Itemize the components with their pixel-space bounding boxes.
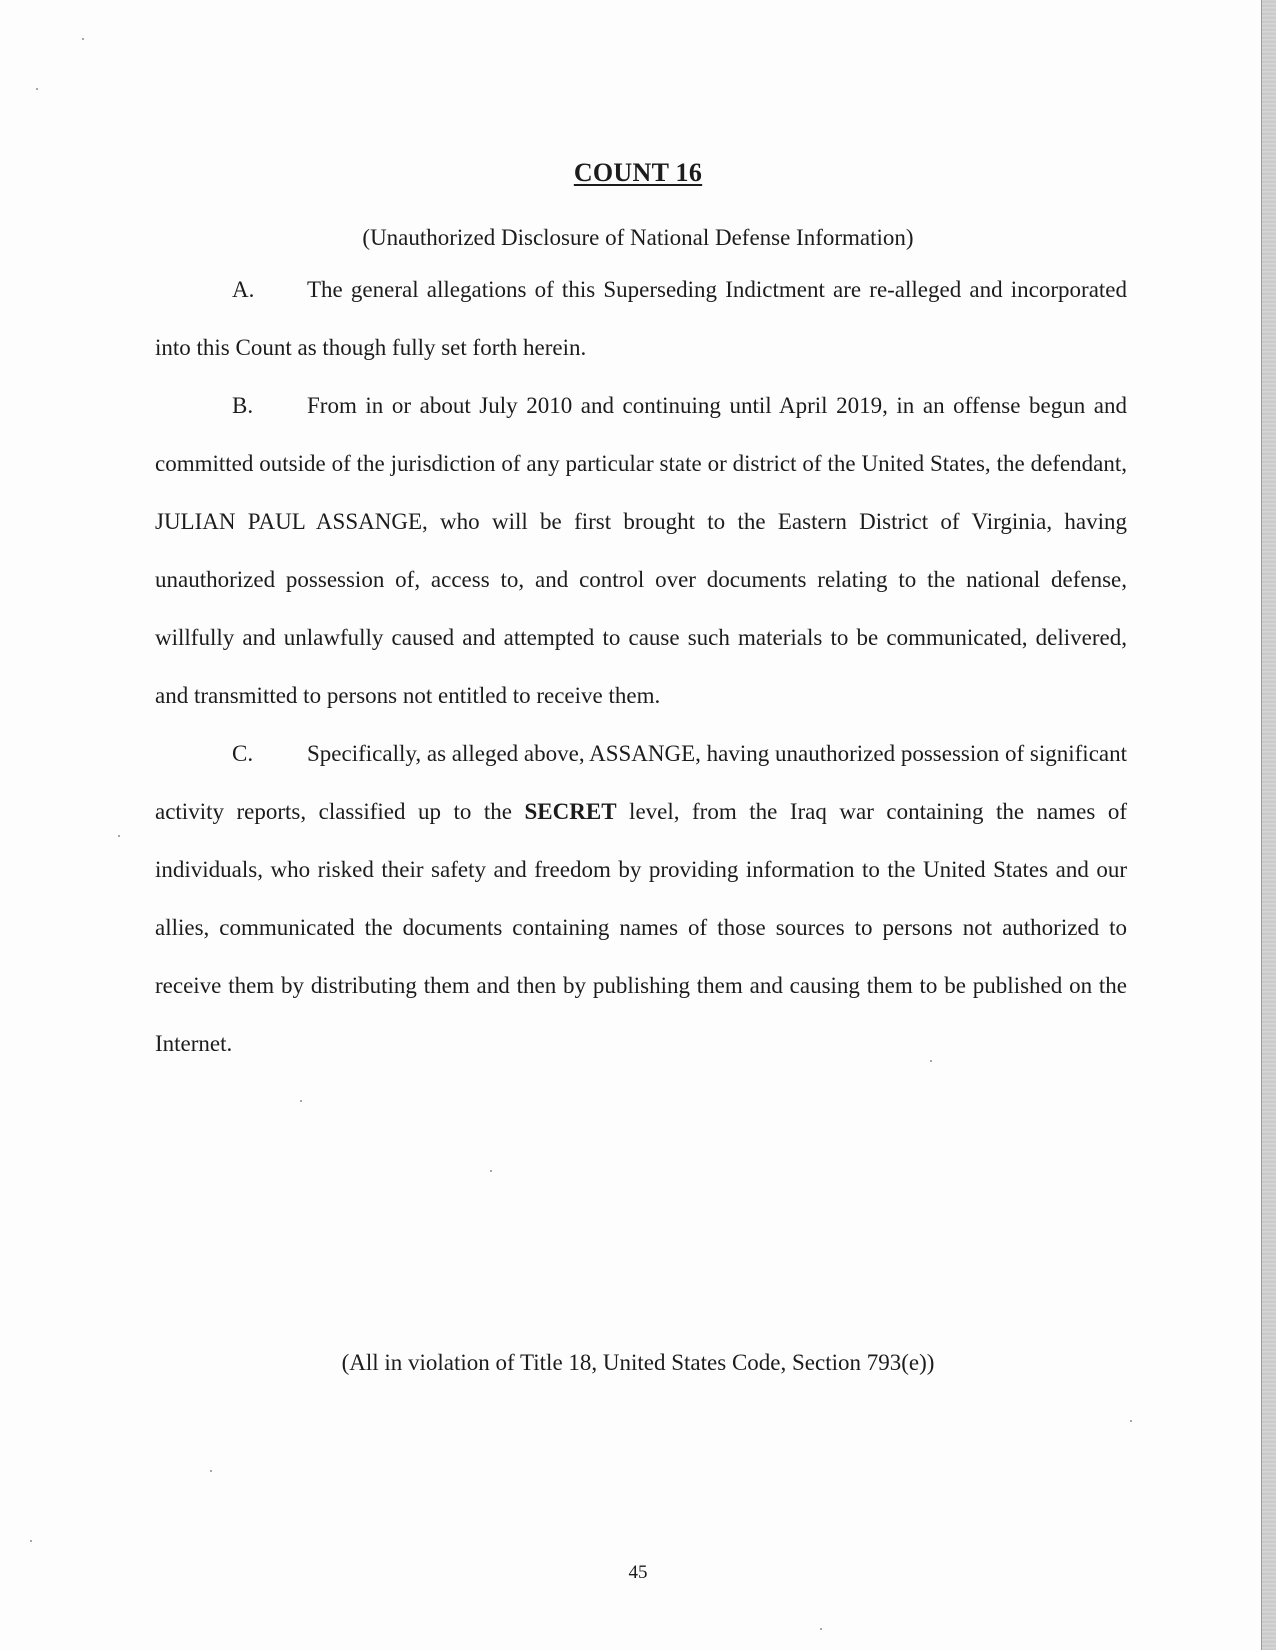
paragraph-text: From in or about July 2010 and continuing until April 2019, in an offense begun and committed outside of the jurisdiction of any particular state or district of the United States, the defendant, JULIAN PAUL ASSANGE, who will be first brought to the Eastern District of Virginia, having unauthorized possession of, access to, and control over documents relating to the national defense, willfully and unlawfully caused and attempted to cause such materials to be communicated, delivered, and transmitted to persons not entitled to receive them.	[155, 393, 1127, 708]
scan-speck	[82, 38, 84, 40]
scan-speck	[30, 1540, 32, 1542]
page-number: 45	[628, 1562, 648, 1583]
paragraph-a	[155, 261, 1127, 377]
statute-citation: (All in violation of Title 18, United States Code, Section 793(e))	[341, 1350, 935, 1375]
scan-speck	[36, 88, 38, 90]
paragraph-c	[155, 725, 1127, 1073]
scan-speck	[820, 1628, 822, 1630]
scan-speck	[930, 1060, 932, 1062]
classification-level: SECRET	[524, 799, 617, 824]
scan-speck	[490, 1170, 492, 1172]
count-heading: COUNT 16	[573, 158, 703, 187]
scan-speck	[1130, 1420, 1132, 1422]
paragraph-marker: C.	[232, 741, 254, 766]
scan-speck	[118, 835, 120, 837]
paragraph-marker: B.	[232, 393, 254, 418]
scan-speck	[210, 1470, 212, 1472]
document-body	[155, 261, 1127, 1073]
scan-speck	[300, 1100, 302, 1102]
paragraph-text: The general allegations of this Superseding Indictment are re-alleged and incorporated into this Count as though fully set forth herein.	[155, 277, 1127, 360]
paragraph-text: level, from the Iraq war containing the names of individuals, who risked their safety and freedom by providing information to the United States and our allies, communicated the documents containing names of those sources to persons not authorized to receive them by distributing them and then by publishing them and causing them to be published on the Internet.	[155, 799, 1127, 1056]
paragraph-text: Specifically, as alleged above, ASSANGE, having unauthorized possession of significant activity reports, classified up to the	[155, 741, 1127, 824]
paragraph-b	[155, 377, 1127, 725]
paragraph-marker: A.	[232, 277, 255, 302]
count-subtitle: (Unauthorized Disclosure of National Defense Information)	[362, 225, 914, 250]
